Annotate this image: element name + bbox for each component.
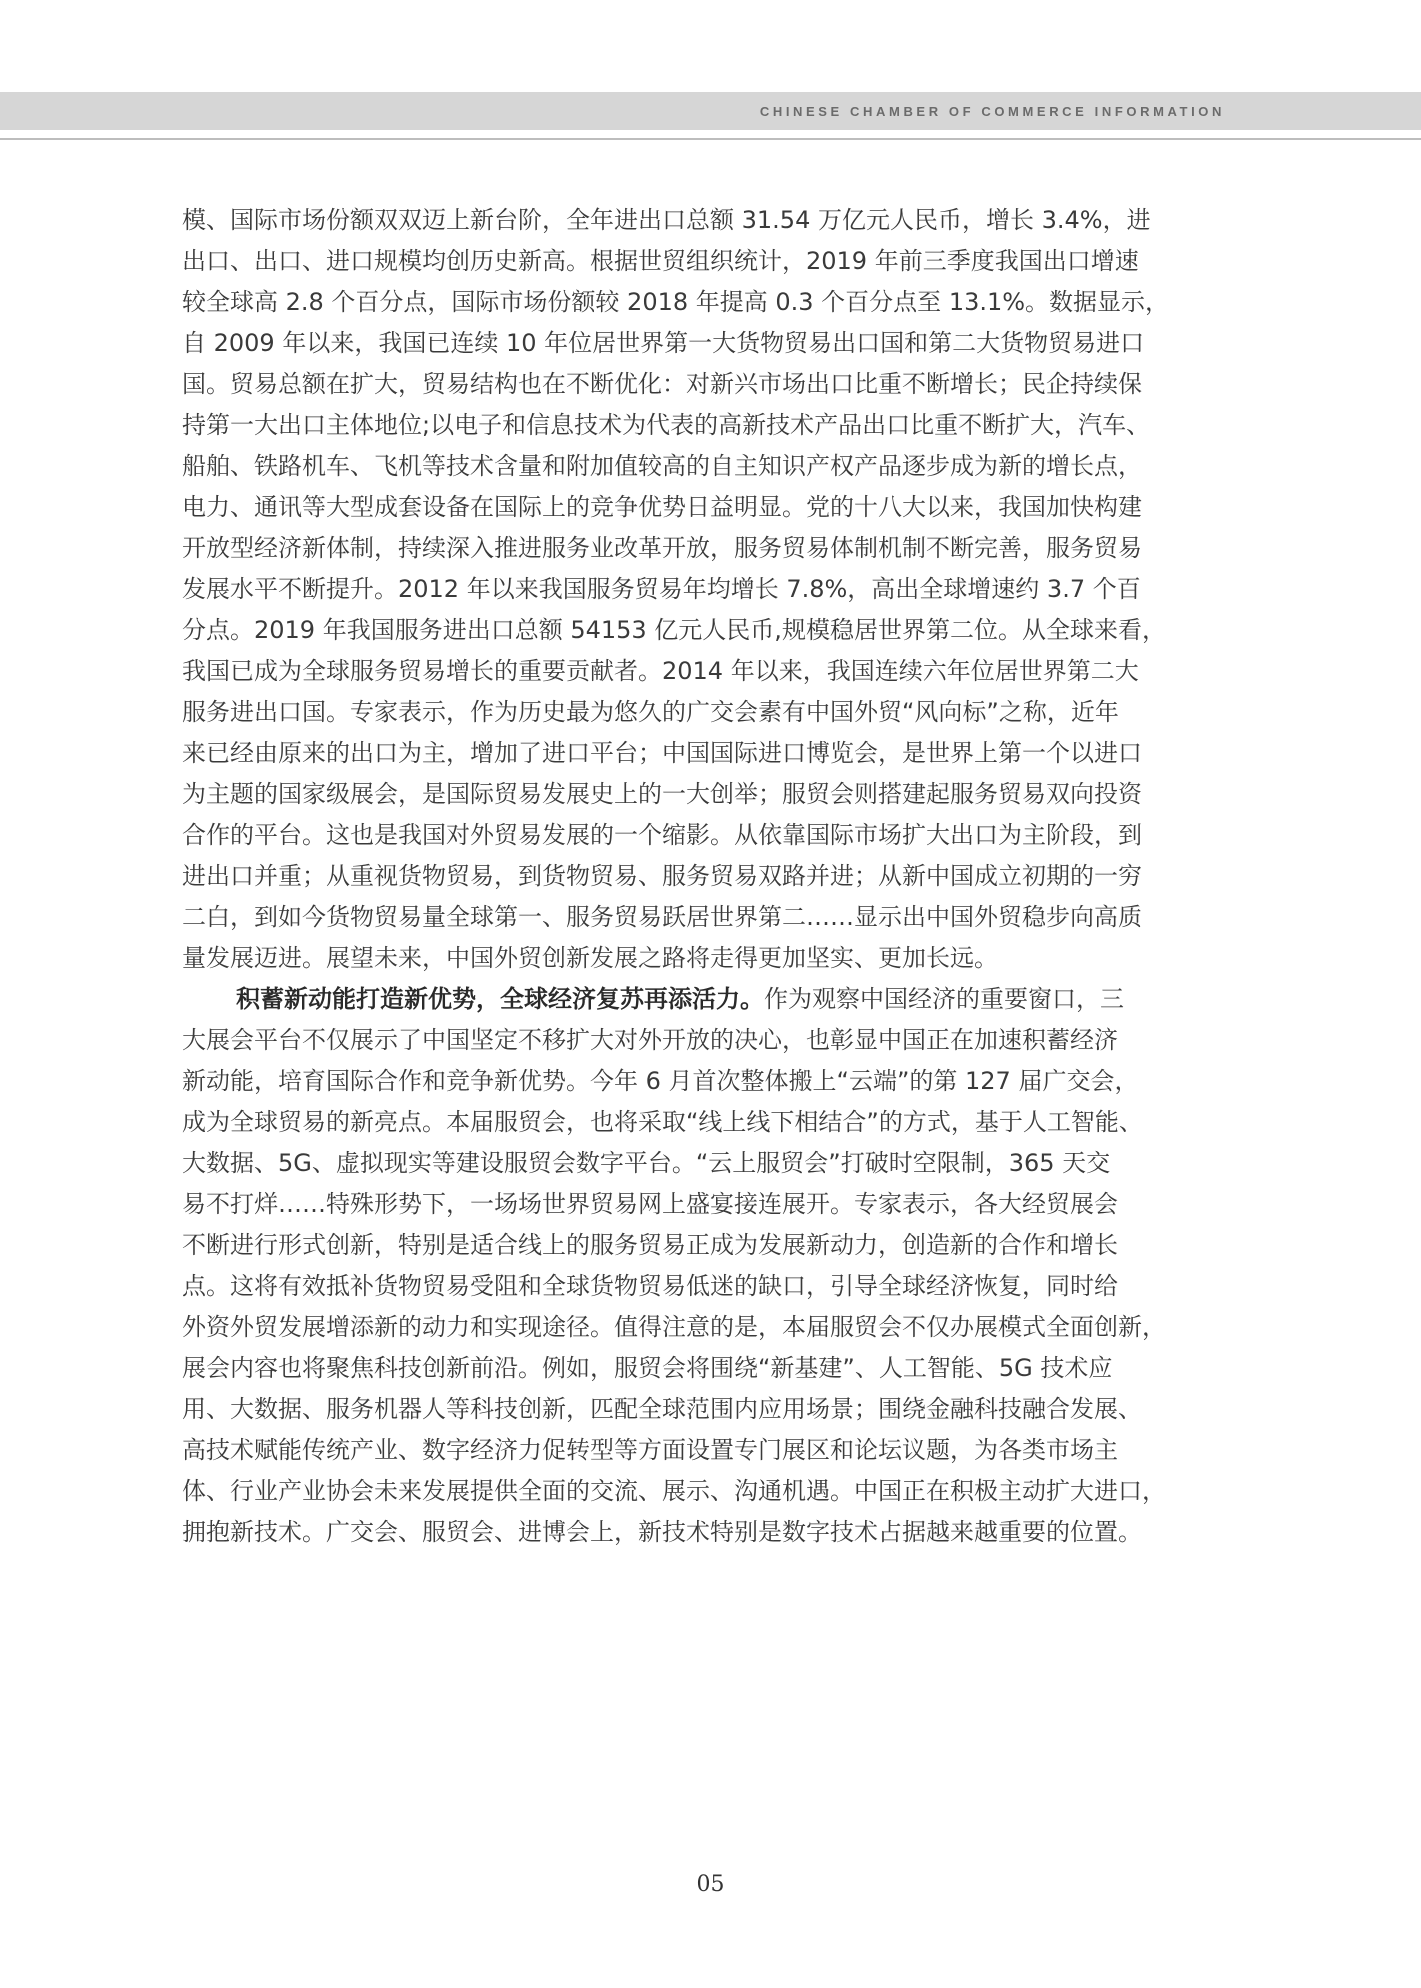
text-line: 分点。2019 年我国服务进出口总额 54153 亿元人民币,规模稳居世界第二位。从全球来看， bbox=[182, 616, 1166, 644]
text-line: 展会内容也将聚焦科技创新前沿。例如，服贸会将围绕“新基建”、人工智能、5G 技术应 bbox=[182, 1354, 1113, 1382]
text-line: 易不打烊……特殊形势下，一场场世界贸易网上盛宴接连展开。专家表示，各大经贸展会 bbox=[182, 1190, 1118, 1218]
text-line: 来已经由原来的出口为主，增加了进口平台；中国国际进口博览会，是世界上第一个以进口 bbox=[182, 739, 1142, 767]
text-line: 用、大数据、服务机器人等科技创新，匹配全球范围内应用场景；围绕金融科技融合发展、 bbox=[182, 1395, 1142, 1423]
text-line: 新动能，培育国际合作和竞争新优势。今年 6 月首次整体搬上“云端”的第 127 届广交会， bbox=[182, 1067, 1139, 1095]
text-line: 较全球高 2.8 个百分点，国际市场份额较 2018 年提高 0.3 个百分点至 13.1%。数据显示， bbox=[182, 288, 1170, 316]
section-lead-heading: 积蓄新动能打造新优势，全球经济复苏再添活力。 bbox=[236, 985, 764, 1013]
text-line: 开放型经济新体制，持续深入推进服务业改革开放，服务贸易体制机制不断完善，服务贸易 bbox=[182, 534, 1142, 562]
text-line: 船舶、铁路机车、飞机等技术含量和附加值较高的自主知识产权产品逐步成为新的增长点， bbox=[182, 452, 1142, 480]
text-line: 体、行业产业协会未来发展提供全面的交流、展示、沟通机遇。中国正在积极主动扩大进口， bbox=[182, 1477, 1166, 1505]
article-body bbox=[182, 200, 1234, 1553]
text-line: 持第一大出口主体地位;以电子和信息技术为代表的高新技术产品出口比重不断扩大，汽车、 bbox=[182, 411, 1151, 439]
text-line: 模、国际市场份额双双迈上新台阶，全年进出口总额 31.54 万亿元人民币，增长 3.4%，进 bbox=[182, 206, 1151, 234]
text-line: 量发展迈进。展望未来，中国外贸创新发展之路将走得更加坚实、更加长远。 bbox=[182, 944, 998, 972]
page-number: 05 bbox=[696, 1872, 725, 1897]
text-line: 大展会平台不仅展示了中国坚定不移扩大对外开放的决心，也彰显中国正在加速积蓄经济 bbox=[182, 1026, 1118, 1054]
text-line: 出口、出口、进口规模均创历史新高。根据世贸组织统计，2019 年前三季度我国出口增速 bbox=[182, 247, 1139, 275]
text-line: 为主题的国家级展会，是国际贸易发展史上的一大创举；服贸会则搭建起服务贸易双向投资 bbox=[182, 780, 1142, 808]
text-line: 合作的平台。这也是我国对外贸易发展的一个缩影。从依靠国际市场扩大出口为主阶段，到 bbox=[182, 821, 1142, 849]
text-line: 不断进行形式创新，特别是适合线上的服务贸易正成为发展新动力，创造新的合作和增长 bbox=[182, 1231, 1118, 1259]
paragraph-2-first-line bbox=[182, 979, 1234, 1020]
text-line: 拥抱新技术。广交会、服贸会、进博会上，新技术特别是数字技术占据越来越重要的位置。 bbox=[182, 1518, 1142, 1546]
text-line: 成为全球贸易的新亮点。本届服贸会，也将采取“线上线下相结合”的方式，基于人工智能、 bbox=[182, 1108, 1143, 1136]
text-line: 二白，到如今货物贸易量全球第一、服务贸易跃居世界第二……显示出中国外贸稳步向高质 bbox=[182, 903, 1142, 931]
text-line: 点。这将有效抵补货物贸易受阻和全球货物贸易低迷的缺口，引导全球经济恢复，同时给 bbox=[182, 1272, 1118, 1300]
paragraph-1 bbox=[182, 200, 1234, 979]
publication-title: CHINESE CHAMBER OF COMMERCE INFORMATION bbox=[759, 104, 1225, 119]
paragraph-2 bbox=[182, 979, 1234, 1553]
text-line: 电力、通讯等大型成套设备在国际上的竞争优势日益明显。党的十八大以来，我国加快构建 bbox=[182, 493, 1142, 521]
text-line: 自 2009 年以来，我国已连续 10 年位居世界第一大货物贸易出口国和第二大货物贸易进口 bbox=[182, 329, 1145, 357]
text-line: 我国已成为全球服务贸易增长的重要贡献者。2014 年以来，我国连续六年位居世界第二大 bbox=[182, 657, 1139, 685]
text-line: 高技术赋能传统产业、数字经济力促转型等方面设置专门展区和论坛议题，为各类市场主 bbox=[182, 1436, 1118, 1464]
text-line: 外资外贸发展增添新的动力和实现途径。值得注意的是，本届服贸会不仅办展模式全面创新， bbox=[182, 1313, 1166, 1341]
header-divider bbox=[0, 138, 1421, 140]
text-line: 发展水平不断提升。2012 年以来我国服务贸易年均增长 7.8%，高出全球增速约 3.7 个百 bbox=[182, 575, 1141, 603]
text-line: 大数据、5G、虚拟现实等建设服贸会数字平台。“云上服贸会”打破时空限制，365 天交 bbox=[182, 1149, 1111, 1177]
text-line: 进出口并重；从重视货物贸易，到货物贸易、服务贸易双路并进；从新中国成立初期的一穷 bbox=[182, 862, 1142, 890]
lead-line-text: 作为观察中国经济的重要窗口，三 bbox=[764, 985, 1124, 1013]
text-line: 服务进出口国。专家表示，作为历史最为悠久的广交会素有中国外贸“风向标”之称，近年 bbox=[182, 698, 1119, 726]
text-line: 国。贸易总额在扩大，贸易结构也在不断优化：对新兴市场出口比重不断增长；民企持续保 bbox=[182, 370, 1142, 398]
